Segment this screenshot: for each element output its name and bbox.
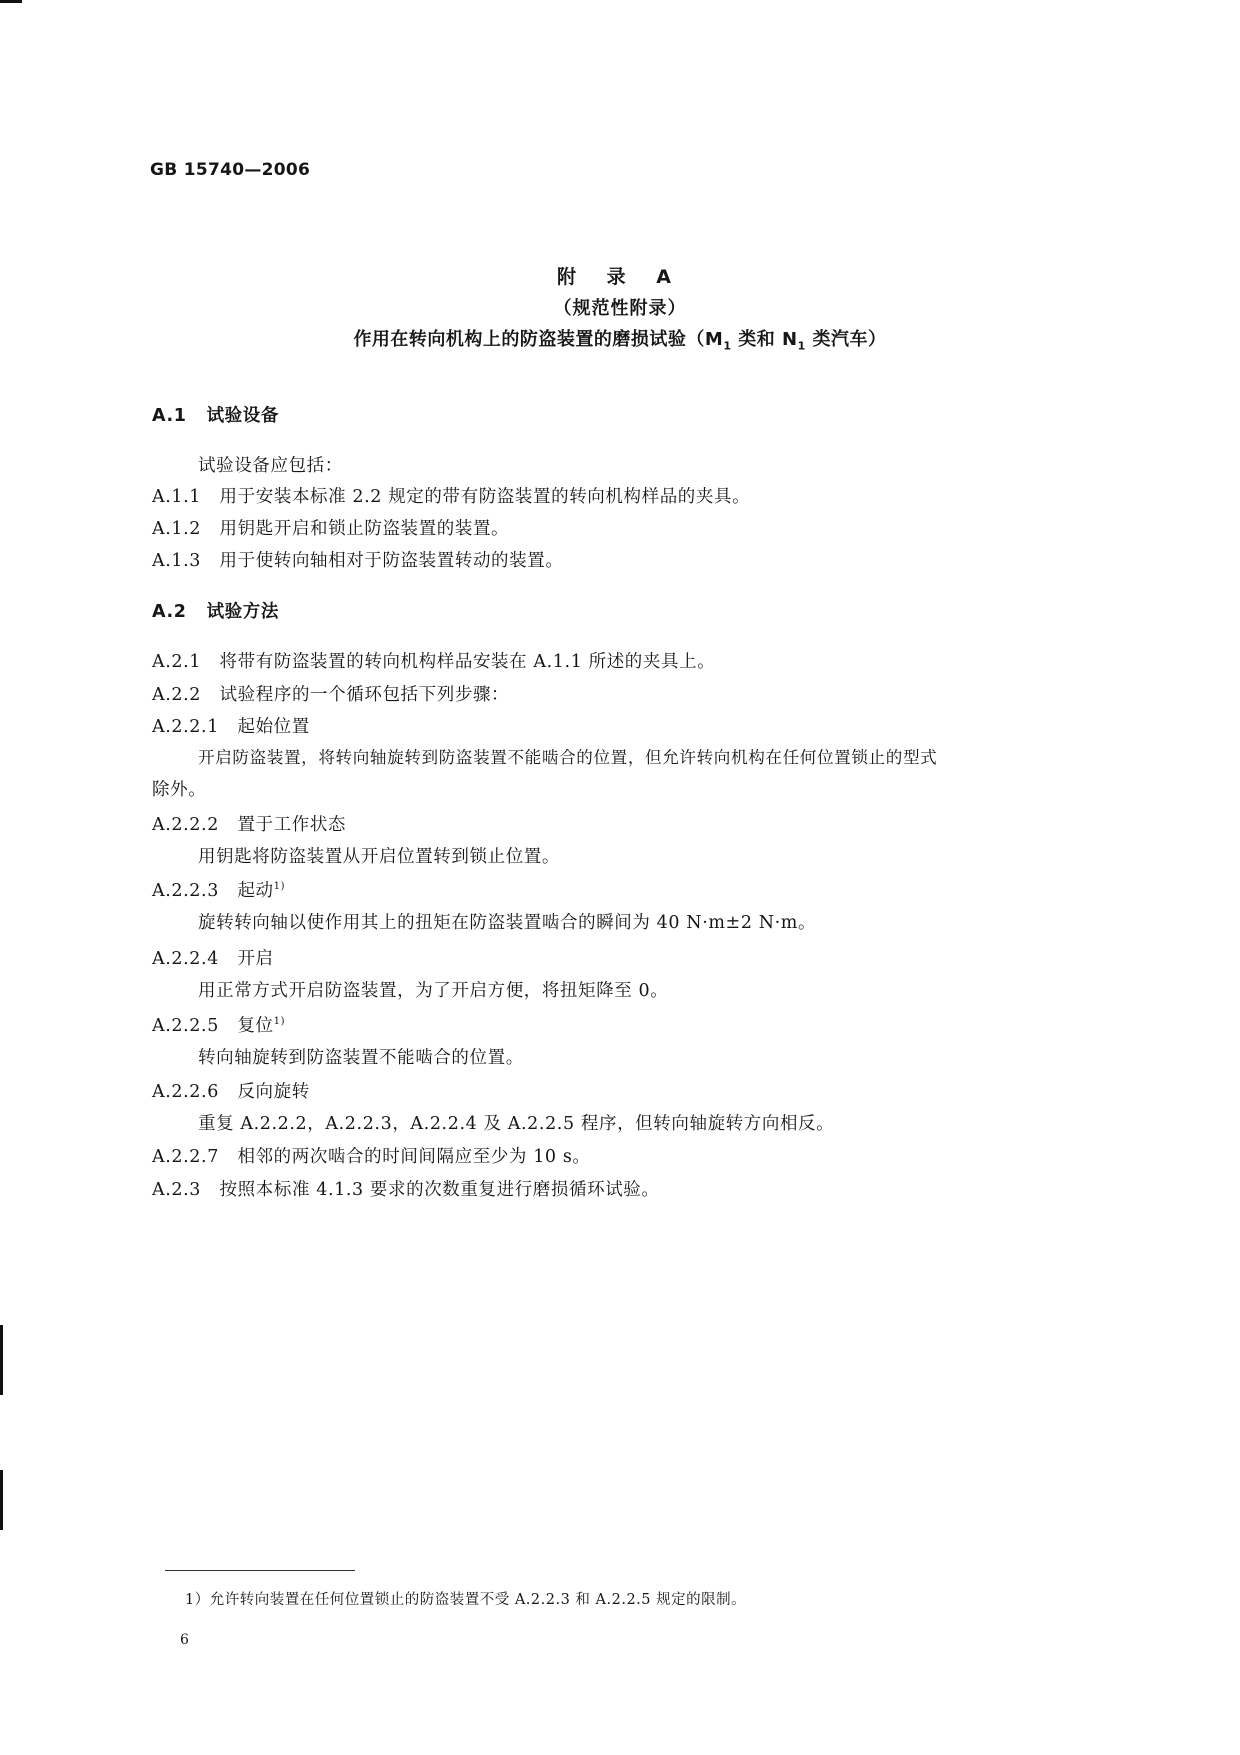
section-number: A.2 xyxy=(152,602,187,622)
clause-a2-2-1-body-cont: 除外。 xyxy=(152,780,207,800)
clause-a2-2-5: A.2.2.5 复位$^{1)}$ xyxy=(152,1016,286,1036)
section-a1-intro: 试验设备应包括： xyxy=(198,456,343,476)
scan-edge-mark-left-2 xyxy=(0,1470,3,1530)
clause-a2-2-3: A.2.2.3 起动$^{1)}$ xyxy=(152,881,286,901)
appendix-title: 作用在转向机构上的防盗装置的磨损试验（$M_1$ 类和 $N_1$ 类汽车） xyxy=(353,329,887,353)
section-title: 试验方法 xyxy=(206,602,279,622)
scan-edge-mark-top xyxy=(0,0,22,3)
section-title: 试验设备 xyxy=(206,406,279,426)
footnote: 1）允许转向装置在任何位置锁止的防盗装置不受 A.2.2.3 和 A.2.2.5 规定的限制。 xyxy=(185,1592,747,1608)
footnote-ref: 1) xyxy=(273,1016,286,1028)
footnote-divider xyxy=(165,1570,355,1571)
clause-a2-2-2-body: 用钥匙将防盗装置从开启位置转到锁止位置。 xyxy=(198,847,560,867)
document-number: GB 15740—2006 xyxy=(150,160,311,180)
page-number: 6 xyxy=(180,1632,189,1648)
clause-a2-2-3-body: 旋转转向轴以使作用其上的扭矩在防盗装置啮合的瞬间为 40 N·m±2 N·m。 xyxy=(198,913,817,933)
footnote-ref: 1) xyxy=(273,881,286,893)
appendix-label: 附 录 A xyxy=(557,266,683,288)
clause-a2-3: A.2.3 按照本标准 4.1.3 要求的次数重复进行磨损循环试验。 xyxy=(152,1180,660,1200)
appendix-type: （规范性附录） xyxy=(553,298,687,319)
section-a1-heading xyxy=(152,402,279,427)
clause-a2-2-6: A.2.2.6 反向旋转 xyxy=(152,1082,310,1102)
clause-a2-2-5-body: 转向轴旋转到防盗装置不能啮合的位置。 xyxy=(198,1048,524,1068)
clause-a2-1: A.2.1 将带有防盗装置的转向机构样品安装在 A.1.1 所述的夹具上。 xyxy=(152,652,716,672)
clause-a1-2: A.1.2 用钥匙开启和锁止防盗装置的装置。 xyxy=(152,519,510,539)
clause-a2-2-2: A.2.2.2 置于工作状态 xyxy=(152,815,347,835)
scan-edge-mark-left-1 xyxy=(0,1325,3,1395)
clause-a2-2-4: A.2.2.4 开启 xyxy=(152,949,274,969)
clause-a1-3: A.1.3 用于使转向轴相对于防盗装置转动的装置。 xyxy=(152,551,564,571)
clause-a1-1: A.1.1 用于安装本标准 2.2 规定的带有防盗装置的转向机构样品的夹具。 xyxy=(152,487,751,507)
section-number: A.1 xyxy=(152,406,187,426)
section-a2-heading xyxy=(152,598,279,623)
clause-a2-2-1: A.2.2.1 起始位置 xyxy=(152,717,310,737)
clause-a2-2: A.2.2 试验程序的一个循环包括下列步骤： xyxy=(152,685,510,705)
clause-a2-2-6-body: 重复 A.2.2.2，A.2.2.3，A.2.2.4 及 A.2.2.5 程序，但转向轴旋转方向相反。 xyxy=(198,1114,835,1134)
clause-a2-2-4-body: 用正常方式开启防盗装置，为了开启方便，将扭矩降至 0。 xyxy=(198,981,669,1001)
clause-a2-2-7: A.2.2.7 相邻的两次啮合的时间间隔应至少为 10 s。 xyxy=(152,1147,591,1167)
clause-a2-2-1-body: 开启防盗装置，将转向轴旋转到防盗装置不能啮合的位置，但允许转向机构在任何位置锁止的型式 xyxy=(198,748,938,767)
